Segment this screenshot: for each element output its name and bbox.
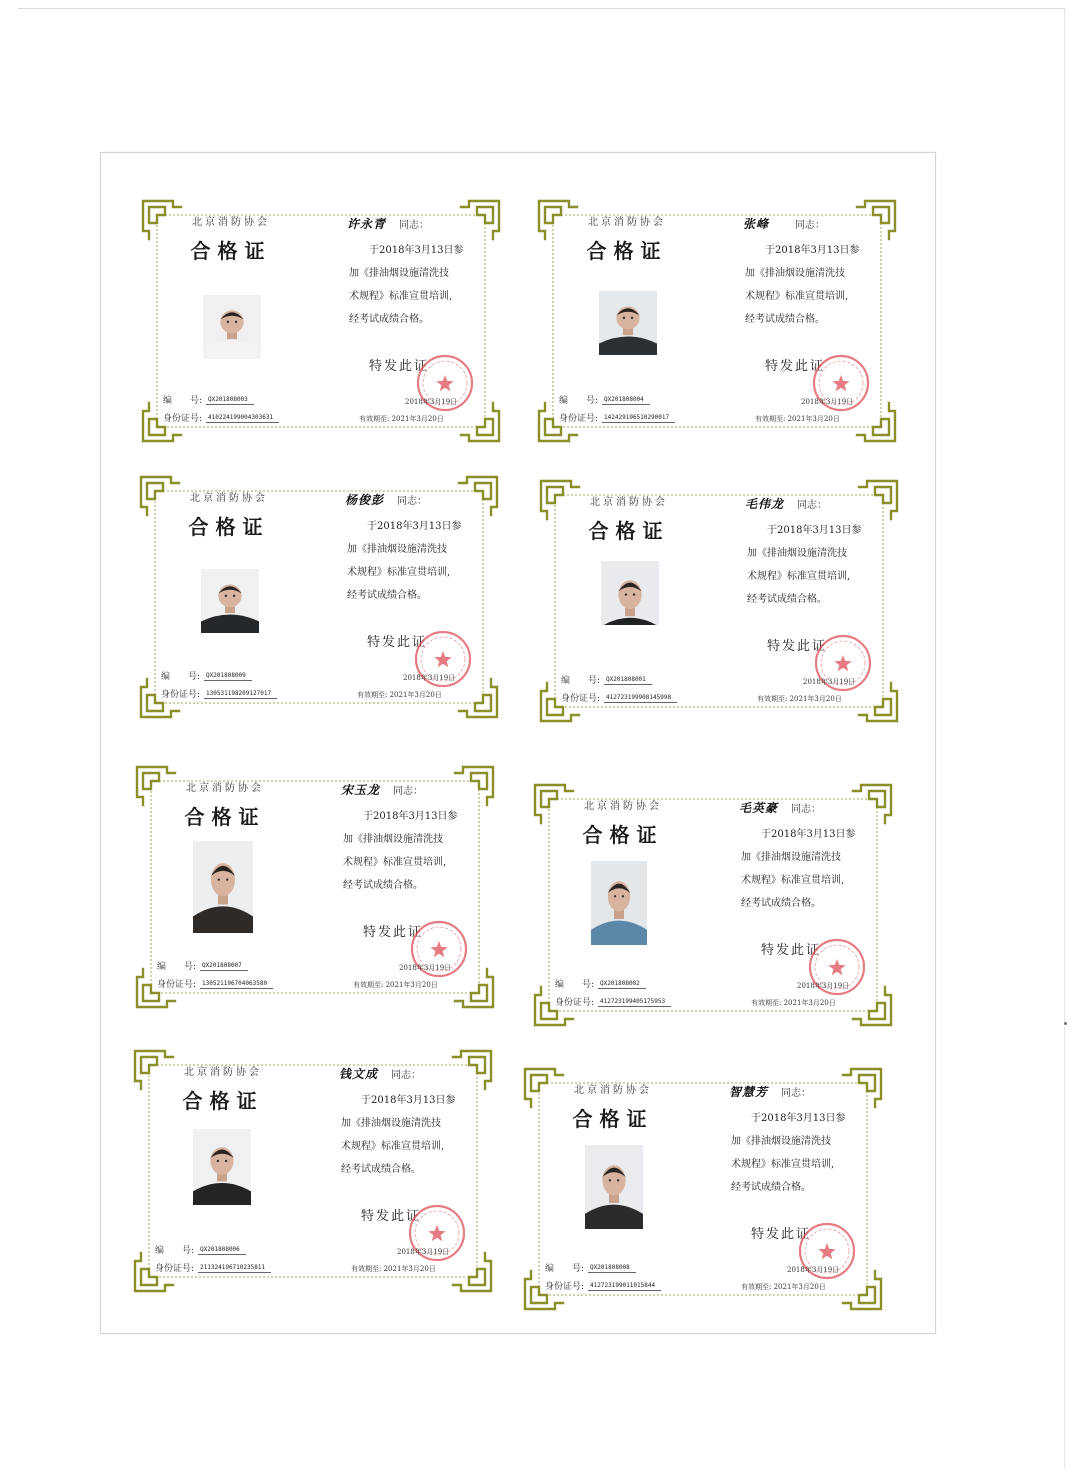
id-number: 130531198209127017	[204, 690, 277, 699]
body-line: 经考试成绩合格。	[745, 314, 825, 325]
body-line: 加《排油烟设施清洗技	[341, 1118, 441, 1129]
expiry-row	[755, 414, 840, 424]
portrait	[601, 561, 659, 625]
issued-statement: 特发此证	[767, 639, 828, 654]
portrait	[585, 1145, 643, 1229]
portrait	[203, 295, 261, 359]
photo	[601, 561, 659, 625]
certificate-card	[131, 761, 499, 1013]
salutation: 同志：	[399, 220, 429, 231]
expiry-row	[359, 414, 444, 424]
photo	[193, 841, 253, 933]
id-number: 130521196704063580	[200, 980, 273, 989]
body-line: 加《排油烟设施清洗技	[741, 852, 841, 863]
certificate-card	[533, 195, 901, 447]
salutation: 同志：	[791, 804, 821, 815]
certificate-card	[535, 475, 903, 727]
expiry-date: 2021年3月20日	[391, 415, 444, 423]
body-line: 于2018年3月13日参	[761, 829, 856, 840]
expiry-date: 2021年3月20日	[383, 1265, 436, 1273]
id-number-label: 身份证号:	[545, 1282, 585, 1292]
salutation: 同志：	[781, 1088, 811, 1099]
body-line: 于2018年3月13日参	[765, 245, 860, 256]
issue-date: 2018年3月19日	[403, 674, 456, 682]
issue-date: 2018年3月19日	[803, 678, 856, 686]
issue-date: 2018年3月19日	[399, 964, 452, 972]
expiry-label: 有效期至:	[353, 981, 384, 989]
cert-number-row	[561, 673, 652, 686]
body-line: 术规程》标准宣贯培训,	[747, 571, 851, 582]
association-name: 北京消防协会	[190, 493, 268, 504]
id-number: 412723199011015844	[588, 1282, 661, 1291]
photo	[585, 1145, 643, 1229]
holder-name: 许永青	[347, 217, 387, 231]
portrait	[193, 841, 253, 933]
id-number-row	[155, 1261, 271, 1274]
issue-date: 2018年3月19日	[787, 1266, 840, 1274]
salutation: 同志：	[391, 1070, 421, 1081]
certificate-card	[519, 1063, 887, 1315]
body-line: 加《排油烟设施清洗技	[745, 268, 845, 279]
photo	[193, 1129, 251, 1205]
portrait	[591, 861, 647, 945]
body-line: 加《排油烟设施清洗技	[349, 268, 449, 279]
body-line: 加《排油烟设施清洗技	[347, 544, 447, 555]
certificate-body	[747, 519, 897, 611]
cert-number-label: 编 号:	[161, 672, 201, 682]
scan-speck	[1064, 1022, 1067, 1025]
expiry-row	[751, 998, 836, 1008]
body-line: 于2018年3月13日参	[367, 521, 462, 532]
body-line: 经考试成绩合格。	[741, 898, 821, 909]
id-number-label: 身份证号:	[559, 414, 599, 424]
certificate-card	[129, 1045, 497, 1297]
id-number-label: 身份证号:	[157, 980, 197, 990]
certificate-card	[529, 779, 897, 1031]
cert-number: QX201808009	[204, 672, 252, 681]
cert-number-row	[155, 1243, 246, 1256]
holder-name: 钱文成	[339, 1067, 379, 1081]
certificate-title: 合格证	[572, 1107, 654, 1131]
portrait	[599, 291, 657, 355]
body-line: 于2018年3月13日参	[361, 1095, 456, 1106]
holder-name: 智慧芳	[729, 1085, 769, 1099]
issued-statement: 特发此证	[363, 925, 424, 940]
expiry-date: 2021年3月20日	[773, 1283, 826, 1291]
id-number-row	[555, 995, 671, 1008]
body-line: 于2018年3月13日参	[751, 1113, 846, 1124]
body-line: 于2018年3月13日参	[363, 811, 458, 822]
association-name: 北京消防协会	[192, 217, 270, 228]
cert-number-label: 编 号:	[559, 396, 599, 406]
expiry-date: 2021年3月20日	[789, 695, 842, 703]
cert-number: QX201808002	[598, 980, 646, 989]
body-line: 术规程》标准宣贯培训,	[741, 875, 845, 886]
id-number-row	[157, 977, 273, 990]
page-top-border	[18, 8, 1066, 9]
cert-number-label: 编 号:	[157, 962, 197, 972]
body-line: 加《排油烟设施清洗技	[343, 834, 443, 845]
issue-date: 2018年3月19日	[797, 982, 850, 990]
page-right-border	[1064, 8, 1065, 1468]
salutation: 同志：	[393, 786, 423, 797]
expiry-label: 有效期至:	[757, 695, 788, 703]
cert-number: QX201808008	[588, 1264, 636, 1273]
cert-number: QX201808003	[206, 396, 254, 405]
issued-statement: 特发此证	[751, 1227, 812, 1242]
issued-statement: 特发此证	[765, 359, 826, 374]
expiry-date: 2021年3月20日	[783, 999, 836, 1007]
certificate-title: 合格证	[182, 1089, 264, 1113]
certificate-title: 合格证	[588, 519, 670, 543]
body-line: 术规程》标准宣贯培训,	[343, 857, 447, 868]
cert-number-row	[163, 393, 254, 406]
body-line: 经考试成绩合格。	[349, 314, 429, 325]
scanned-sheet	[100, 152, 936, 1334]
body-line: 术规程》标准宣贯培训,	[341, 1141, 445, 1152]
cert-number-row	[555, 977, 646, 990]
issue-date: 2018年3月19日	[801, 398, 854, 406]
body-line: 加《排油烟设施清洗技	[731, 1136, 831, 1147]
id-number-label: 身份证号:	[555, 998, 595, 1008]
cert-number-row	[559, 393, 650, 406]
photo	[201, 569, 259, 633]
certificate-title: 合格证	[582, 823, 664, 847]
expiry-row	[741, 1282, 826, 1292]
body-line: 术规程》标准宣贯培训,	[349, 291, 453, 302]
association-name: 北京消防协会	[186, 783, 264, 794]
issued-statement: 特发此证	[369, 359, 430, 374]
body-line: 经考试成绩合格。	[347, 590, 427, 601]
expiry-date: 2021年3月20日	[389, 691, 442, 699]
photo	[203, 295, 261, 359]
expiry-row	[353, 980, 438, 990]
body-line: 经考试成绩合格。	[747, 594, 827, 605]
association-name: 北京消防协会	[588, 217, 666, 228]
id-number-row	[561, 691, 677, 704]
issued-statement: 特发此证	[367, 635, 428, 650]
cert-number-label: 编 号:	[545, 1264, 585, 1274]
certificate-body	[741, 823, 891, 915]
id-number-row	[559, 411, 675, 424]
certificate-body	[745, 239, 895, 331]
salutation: 同志：	[795, 220, 825, 231]
expiry-label: 有效期至:	[751, 999, 782, 1007]
issued-statement: 特发此证	[361, 1209, 422, 1224]
id-number-label: 身份证号:	[163, 414, 203, 424]
certificate-title: 合格证	[586, 239, 668, 263]
certificate-card	[137, 195, 505, 447]
certificate-body	[341, 1089, 491, 1181]
id-number-label: 身份证号:	[155, 1264, 195, 1274]
cert-number-row	[157, 959, 248, 972]
expiry-row	[351, 1264, 436, 1274]
expiry-date: 2021年3月20日	[787, 415, 840, 423]
id-number: 410224199004303631	[206, 414, 279, 423]
expiry-label: 有效期至:	[351, 1265, 382, 1273]
holder-name: 张峰	[743, 217, 770, 231]
expiry-label: 有效期至:	[755, 415, 786, 423]
expiry-label: 有效期至:	[357, 691, 388, 699]
cert-number: QX201808007	[200, 962, 248, 971]
id-number: 412723199405175953	[598, 998, 671, 1007]
holder-name: 杨俊彭	[345, 493, 385, 507]
cert-number-label: 编 号:	[561, 676, 601, 686]
expiry-row	[357, 690, 442, 700]
certificate-title: 合格证	[188, 515, 270, 539]
id-number-row	[161, 687, 277, 700]
body-line: 加《排油烟设施清洗技	[747, 548, 847, 559]
association-name: 北京消防协会	[584, 801, 662, 812]
certificate-card	[135, 471, 503, 723]
association-name: 北京消防协会	[590, 497, 668, 508]
salutation: 同志：	[397, 496, 427, 507]
certificate-body	[731, 1107, 881, 1199]
certificate-body	[349, 239, 499, 331]
photo	[591, 861, 647, 945]
holder-name: 毛英豪	[739, 801, 779, 815]
body-line: 术规程》标准宣贯培训,	[731, 1159, 835, 1170]
cert-number-row	[161, 669, 252, 682]
id-number: 412723199908145998	[604, 694, 677, 703]
body-line: 经考试成绩合格。	[731, 1182, 811, 1193]
certificate-body	[343, 805, 493, 897]
body-line: 于2018年3月13日参	[369, 245, 464, 256]
cert-number-label: 编 号:	[163, 396, 203, 406]
association-name: 北京消防协会	[184, 1067, 262, 1078]
holder-name: 毛伟龙	[745, 497, 785, 511]
body-line: 于2018年3月13日参	[767, 525, 862, 536]
expiry-label: 有效期至:	[741, 1283, 772, 1291]
id-number-row	[545, 1279, 661, 1292]
cert-number-label: 编 号:	[555, 980, 595, 990]
issued-statement: 特发此证	[761, 943, 822, 958]
portrait	[201, 569, 259, 633]
expiry-row	[757, 694, 842, 704]
body-line: 经考试成绩合格。	[343, 880, 423, 891]
expiry-label: 有效期至:	[359, 415, 390, 423]
id-number-label: 身份证号:	[561, 694, 601, 704]
cert-number: QX201808004	[602, 396, 650, 405]
body-line: 术规程》标准宣贯培训,	[745, 291, 849, 302]
cert-number: QX201808001	[604, 676, 652, 685]
salutation: 同志：	[797, 500, 827, 511]
certificate-title: 合格证	[184, 805, 266, 829]
cert-number: QX201808006	[198, 1246, 246, 1255]
id-number-label: 身份证号:	[161, 690, 201, 700]
body-line: 经考试成绩合格。	[341, 1164, 421, 1175]
portrait	[193, 1129, 251, 1205]
id-number: 142429196510290017	[602, 414, 675, 423]
id-number: 211324196710235811	[198, 1264, 271, 1273]
holder-name: 宋玉龙	[341, 783, 381, 797]
certificate-title: 合格证	[190, 239, 272, 263]
photo	[599, 291, 657, 355]
cert-number-label: 编 号:	[155, 1246, 195, 1256]
association-name: 北京消防协会	[574, 1085, 652, 1096]
issue-date: 2018年3月19日	[397, 1248, 450, 1256]
body-line: 术规程》标准宣贯培训,	[347, 567, 451, 578]
certificate-body	[347, 515, 497, 607]
expiry-date: 2021年3月20日	[385, 981, 438, 989]
cert-number-row	[545, 1261, 636, 1274]
id-number-row	[163, 411, 279, 424]
issue-date: 2018年3月19日	[405, 398, 458, 406]
